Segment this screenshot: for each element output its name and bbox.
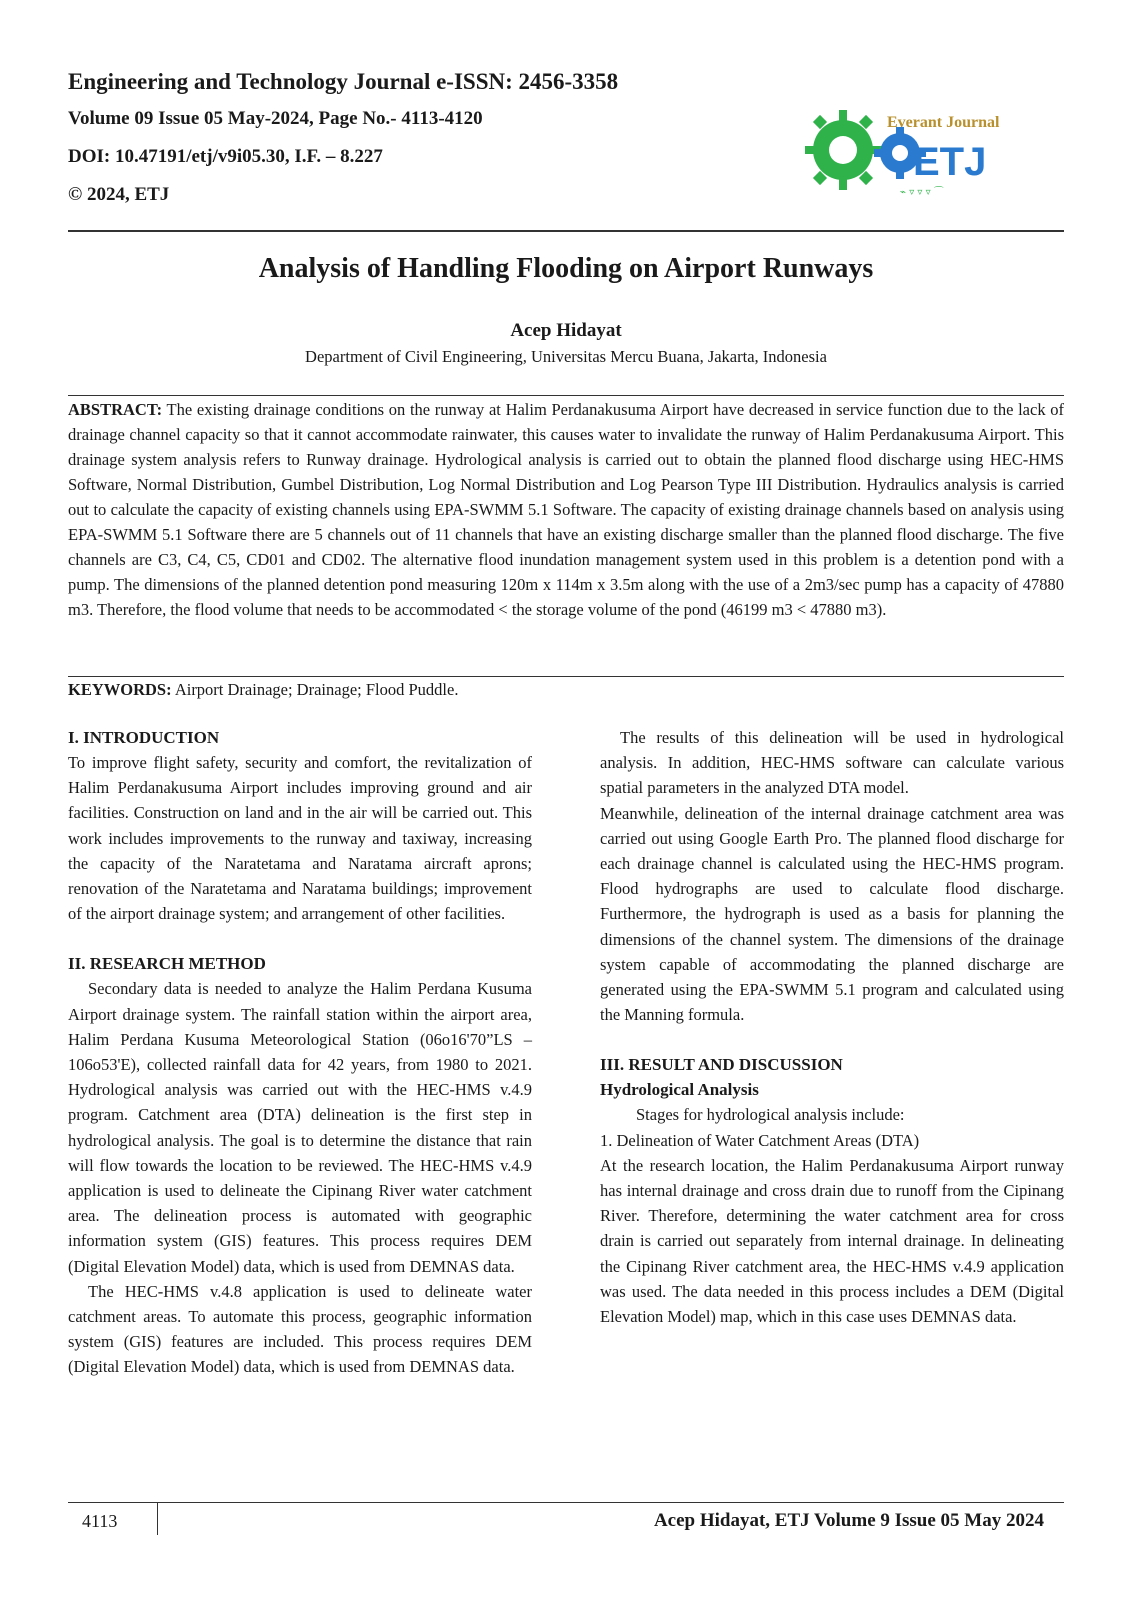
method-paragraph-1: Secondary data is needed to analyze the Halim Perdana Kusuma Airport drainage system. The rainfall station within the airport area, Halim Perdana Kusuma Meteorological Station (06o16'70”LS – 106o53'E), collected rainfall data for 42 years, from 1980 to 2021. Hydrological analysis was carried out with the HEC-HMS v.4.9 program. Catchment area (DTA) delineation is the first step in hydrological analysis. The goal is to determine the distance that rain will flow towards the location to be reviewed. The HEC-HMS v.4.9 application is used to delineate the Cipinang River water catchment area. The delineation process is automated with geographic information system (GIS) features. This process requires DEM (Digital Elevation Model) data, which is used from DEMNAS data. [68,979,532,1276]
volume-info: Volume 09 Issue 05 May-2024, Page No.- 4113-4120 [68,108,483,129]
spacer [600,1027,1064,1052]
keywords [68,677,1064,702]
abstract [68,397,1064,622]
author-affiliation: Department of Civil Engineering, Universitas Mercu Buana, Jakarta, Indonesia [305,347,827,366]
abstract-text: The existing drainage conditions on the runway at Halim Perdanakusuma Airport have decreased in service function due to the lack of drainage channel capacity so that it cannot accommodate rainwater, this causes water to invalidate the runway of Halim Perdanakusuma Airport. This drainage system analysis refers to Runway drainage. Hydrological analysis is carried out to obtain the planned flood discharge using HEC-HMS Software, Normal Distribution, Gumbel Distribution, Log Normal Distribution and Log Pearson Type III Distribution. Hydraulics analysis is carried out to calculate the capacity of existing channels using EPA-SWMM 5.1 Software. The capacity of existing drainage channels based on analysis using EPA-SWMM 5.1 Software there are 5 channels out of 11 channels that have an existing discharge smaller than the planned flood discharge. The five channels are C3, C4, C5, CD01 and CD02. The alternative flood inundation management system used in this problem is a detention pond with a pump. The dimensions of the planned detention pond measuring 120m x 114m x 3.5m along with the use of a 2m3/sec pump has a capacity of 47880 m3. Therefore, the flood volume that needs to be accommodated < the storage volume of the pond (46199 m3 < 47880 m3). [68,400,1065,619]
doi-info: DOI: 10.47191/etj/v9i05.30, I.F. – 8.227 [68,146,383,167]
page-number: 4113 [82,1511,118,1531]
logo-decor-glyphs: ⌁ ▿ ▿ ▿ ⌒ [900,187,944,198]
etj-logo [805,95,1015,205]
stages-intro: Stages for hydrological analysis include: [636,1105,905,1125]
intro-paragraph: To improve flight safety, security and comfort, the revitalization of Halim Perdanakusuma Airport includes improving ground and air facilities. Construction on land and in the air will be carried out. This work includes improvements to the runway and taxiway, increasing the capacity of the Naratetama and Naratama aircraft aprons; renovation of the Naratetama and Naratama buildings; improvement of the airport drainage system; and arrangement of other facilities. [68,753,532,924]
footer-rule [68,1502,1064,1503]
right-column [600,725,1064,1329]
subsection-heading-hydrological: Hydrological Analysis [600,1080,759,1100]
stage-item-1: 1. Delineation of Water Catchment Areas (DTA) [600,1130,920,1150]
author-name: Acep Hidayat [510,320,622,341]
left-column [68,725,532,1380]
abstract-rule-top [68,395,1064,396]
logo-publisher-text: Everant Journal [887,114,1000,131]
gear-icon [805,110,883,190]
internal-drainage-paragraph: Meanwhile, delineation of the internal drainage catchment area was carried out using Google Earth Pro. The planned flood discharge for each drainage channel is calculated using the HEC-HMS program. Flood hydrographs are used to calculate flood discharge. Furthermore, the hydrograph is used as a basis for planning the dimensions of the channel system. The dimensions of the drainage system capable of accommodating the planned discharge are generated using the EPA-SWMM 5.1 program and calculated using the Manning formula. [600,803,1064,1025]
keywords-label: KEYWORDS: [68,680,172,699]
footer-divider [157,1503,158,1535]
spacer [68,926,532,951]
paper-title: Analysis of Handling Flooding on Airport Runways [258,253,874,284]
header-rule [68,230,1064,232]
section-heading-results: III. RESULT AND DISCUSSION [600,1055,843,1075]
abstract-label: ABSTRACT: [68,400,163,419]
section-heading-introduction: I. INTRODUCTION [68,728,220,747]
logo-etj-text: ETJ [913,140,987,184]
section-heading-method: II. RESEARCH METHOD [68,954,266,974]
running-footer: Acep Hidayat, ETJ Volume 9 Issue 05 May 2024 [653,1510,1044,1531]
method-paragraph-2: The HEC-HMS v.4.8 application is used to delineate water catchment areas. To automate this process, geographic information system (GIS) features are included. This process requires DEM (Digital Elevation Model) data, which is used from DEMNAS data. [68,1281,532,1377]
journal-name: Engineering and Technology Journal e-ISSN: 2456-3358 [68,69,619,94]
journal-header [68,64,768,214]
research-location-paragraph: At the research location, the Halim Perdanakusuma Airport runway has internal drainage and cross drain due to runoff from the Cipinang River. Therefore, determining the water catchment area for cross drain is carried out separately from internal drainage. In delineating the Cipinang River catchment area, the HEC-HMS v.4.9 application was used. The data needed in this process includes a DEM (Digital Elevation Model) map, which in this case uses DEMNAS data. [600,1155,1064,1327]
delineation-paragraph: The results of this delineation will be used in hydrological analysis. In addition, HEC-HMS software can calculate various spatial parameters in the analyzed DTA model. [600,728,1064,798]
copyright: © 2024, ETJ [68,184,170,205]
keywords-text: Airport Drainage; Drainage; Flood Puddle. [174,680,459,699]
